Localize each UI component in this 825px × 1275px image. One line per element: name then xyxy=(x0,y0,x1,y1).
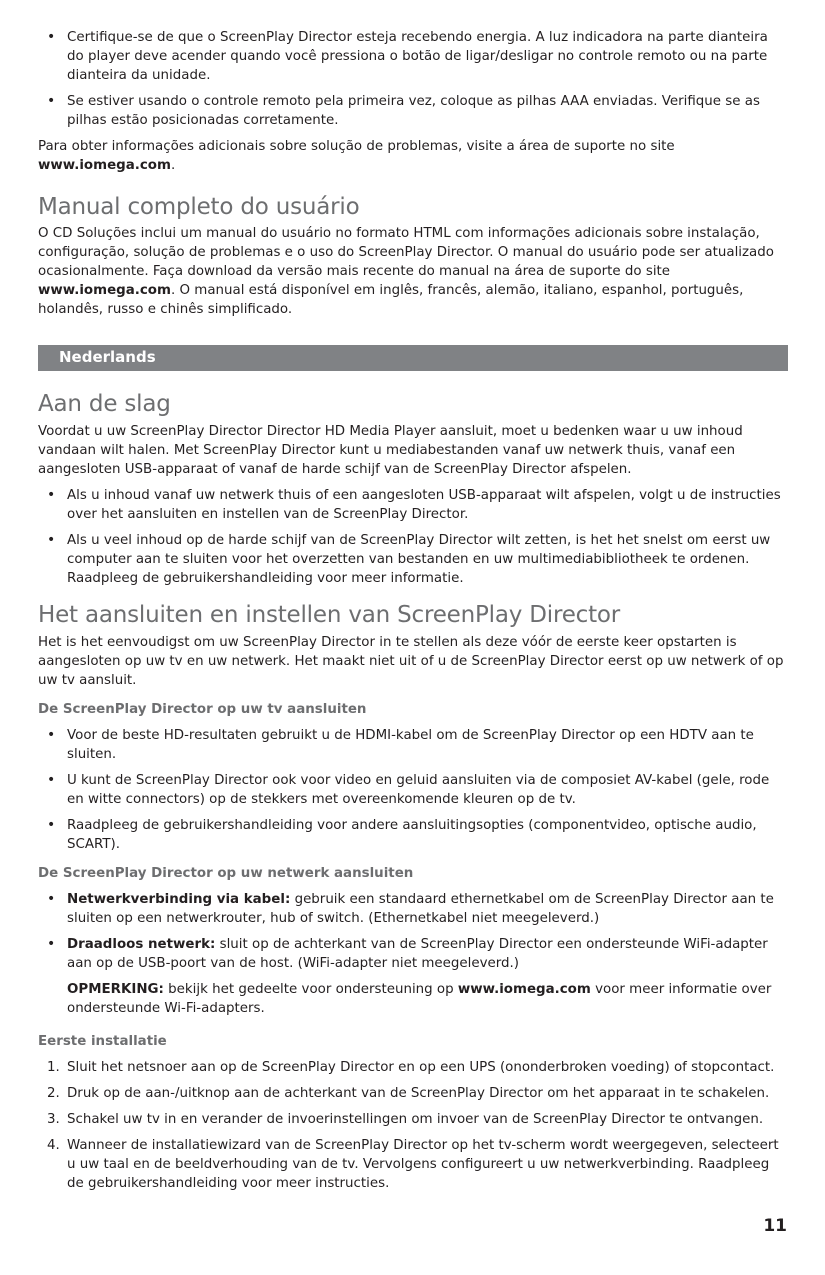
list-item: • Als u veel inhoud op de harde schijf van de ScreenPlay Director wilt zetten, is het het snelst om eerst uw computer aan te sluiten voor het overzetten van bestanden en uw multimediabibliotheek te ordenen. Raadpleeg de gebruikershandleiding voor meer informatie. xyxy=(38,531,788,588)
list-item: • Se estiver usando o controle remoto pela primeira vez, coloque as pilhas AAA enviadas. Verifique se as pilhas estão posicionadas corretamente. xyxy=(38,92,788,130)
list-item xyxy=(38,1058,788,1077)
step-number: 3. xyxy=(47,1112,60,1127)
support-link[interactable]: www.iomega.com xyxy=(38,158,171,173)
pt-support-paragraph xyxy=(38,137,788,175)
tv-heading: De ScreenPlay Director op uw tv aansluiten xyxy=(38,702,367,717)
language-label: Nederlands xyxy=(59,348,156,366)
list-item xyxy=(38,1110,788,1129)
wireless-label: Draadloos netwerk: xyxy=(67,937,216,952)
start-paragraph: Voordat u uw ScreenPlay Director Director HD Media Player aansluit, moet u bedenken waar u uw inhoud vandaan wilt halen. Met ScreenPlay Director kunt u mediabestanden vanaf uw netwerk thuis, vanaf een aangesloten USB-apparaat of vanaf de harde schijf van de ScreenPlay Director afspelen. xyxy=(38,424,743,477)
tv-list xyxy=(38,726,788,854)
list-item xyxy=(38,1084,788,1103)
support-text: Para obter informações adicionais sobre solução de problemas, visite a área de suporte no site xyxy=(38,139,675,154)
list-item: • Raadpleeg de gebruikershandleiding voor andere aansluitingsopties (componentvideo, optische audio, SCART). xyxy=(38,816,788,854)
list-item xyxy=(38,890,788,928)
connect-title: Het aansluiten en instellen van ScreenPlay Director xyxy=(38,602,621,628)
step-text: Sluit het netsnoer aan op de ScreenPlay Director en op een UPS (ononderbroken voeding) of stopcontact. xyxy=(67,1060,775,1075)
manual-text: O CD Soluções inclui um manual do usuário no formato HTML com informações adicionais sobre instalação, configuração, solução de problemas e o uso do ScreenPlay Director. O manual do usuário pode ser atualizado ocasionalmente. Faça download da versão mais recente do manual na área de suporte do site xyxy=(38,226,774,279)
manual-page xyxy=(38,28,788,1200)
list-item xyxy=(38,1136,788,1193)
note-label: OPMERKING: xyxy=(67,982,164,997)
install-steps xyxy=(38,1058,788,1193)
note-text-end: voor meer informatie over ondersteunde Wi-Fi-adapters. xyxy=(67,982,772,1016)
install-heading: Eerste installatie xyxy=(38,1034,167,1049)
step-number: 1. xyxy=(47,1060,60,1075)
list-item: • Certifique-se de que o ScreenPlay Director esteja recebendo energia. A luz indicadora na parte dianteira do player deve acender quando você pressiona o botão de ligar/desligar no controle remoto ou na parte dianteira da unidade. xyxy=(38,28,788,85)
step-number: 2. xyxy=(47,1086,60,1101)
language-bar xyxy=(38,345,788,371)
manual-text-end: . O manual está disponível em inglês, francês, alemão, italiano, espanhol, português, holandês, russo e chinês simplificado. xyxy=(38,283,744,317)
manual-title: Manual completo do usuário xyxy=(38,194,360,220)
wireless-text: sluit op de achterkant van de ScreenPlay Director een ondersteunde WiFi-adapter aan op de USB-poort van de host. (WiFi-adapter niet meegeleverd.) xyxy=(67,937,768,971)
step-text: Druk op de aan-/uitknop aan de achterkant van de ScreenPlay Director om het apparaat in te schakelen. xyxy=(67,1086,770,1101)
network-list xyxy=(38,890,788,973)
wired-label: Netwerkverbinding via kabel: xyxy=(67,892,291,907)
note-paragraph xyxy=(38,980,788,1018)
list-item: • Voor de beste HD-resultaten gebruikt u de HDMI-kabel om de ScreenPlay Director op een HDTV aan te sluiten. xyxy=(38,726,788,764)
list-item: • U kunt de ScreenPlay Director ook voor video en geluid aansluiten via de composiet AV-kabel (gele, rode en witte connectors) op de stekkers met overeenkomende kleuren op de tv. xyxy=(38,771,788,809)
page-number: 11 xyxy=(763,1216,787,1236)
pt-troubleshoot-list xyxy=(38,28,788,130)
manual-paragraph xyxy=(38,224,788,319)
connect-paragraph: Het is het eenvoudigst om uw ScreenPlay Director in te stellen als deze vóór de eerste keer opstarten is aangesloten op uw tv en uw netwerk. Het maakt niet uit of u de ScreenPlay Director eerst op uw netwerk of op uw tv aansluit. xyxy=(38,635,784,688)
wired-text: gebruik een standaard ethernetkabel om de ScreenPlay Director aan te sluiten op een netwerkrouter, hub of switch. (Ethernetkabel niet meegeleverd.) xyxy=(67,892,774,926)
step-text: Wanneer de installatiewizard van de ScreenPlay Director op het tv-scherm wordt weergegeven, selecteert u uw taal en de beeldverhouding van de tv. Vervolgens configureert u uw netwerkverbinding. Raadpleeg de gebruikershandleiding voor meer instructies. xyxy=(67,1138,779,1191)
step-number: 4. xyxy=(47,1138,60,1153)
start-title: Aan de slag xyxy=(38,391,171,417)
note-link[interactable]: www.iomega.com xyxy=(457,982,591,997)
start-list xyxy=(38,486,788,588)
list-item: • Als u inhoud vanaf uw netwerk thuis of een aangesloten USB-apparaat wilt afspelen, volgt u de instructies over het aansluiten en instellen van de ScreenPlay Director. xyxy=(38,486,788,524)
support-end: . xyxy=(170,158,176,173)
list-item xyxy=(38,935,788,973)
step-text: Schakel uw tv in en verander de invoerinstellingen om invoer van de ScreenPlay Director te ontvangen. xyxy=(67,1112,764,1127)
note-text: bekijk het gedeelte voor ondersteuning op xyxy=(163,982,458,997)
network-heading: De ScreenPlay Director op uw netwerk aansluiten xyxy=(38,866,414,881)
manual-link[interactable]: www.iomega.com xyxy=(38,283,171,298)
